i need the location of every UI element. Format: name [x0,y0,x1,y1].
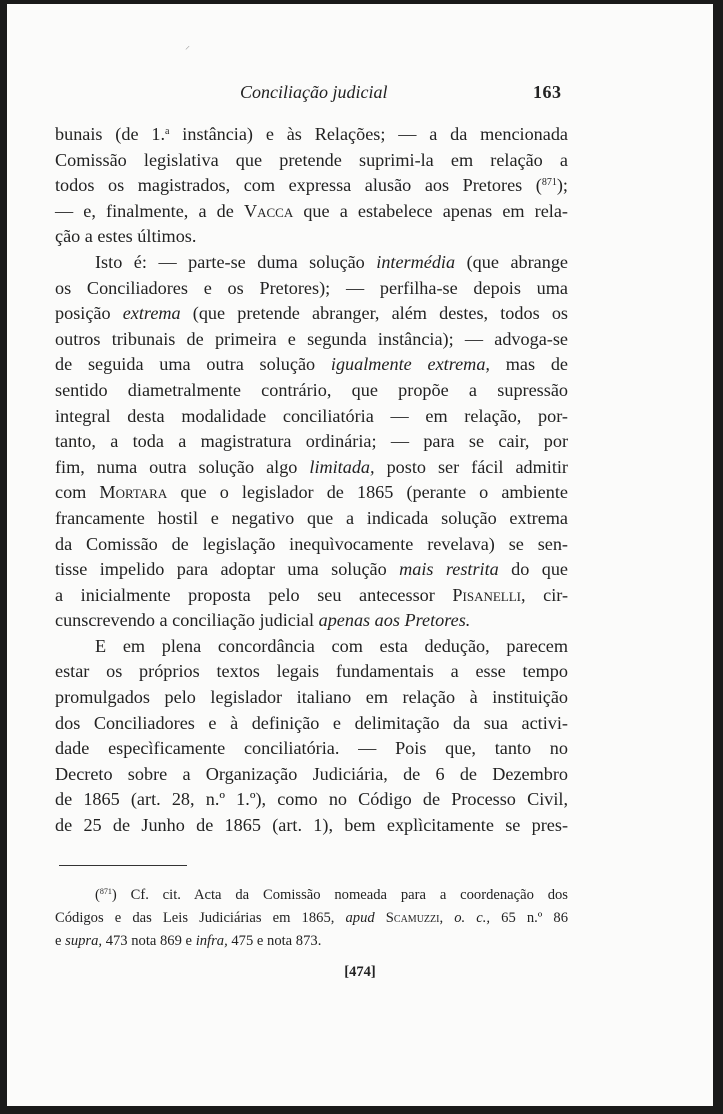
body-text [55,122,568,839]
footnote [55,884,568,953]
folio-number: [474] [344,964,376,980]
text-line: de 25 de Junho de 1865 (art. 1), bem explìcitamente se pres- [55,815,568,836]
footnote-ref: 871 [541,177,557,189]
text-line: com Mortara que o legislador de 1865 (perante o ambiente [55,482,568,503]
text-line: de seguida uma outra solução igualmente extrema, mas de [55,354,569,375]
text-line: a inicialmente proposta pelo seu antecessor Pisanelli, cir- [55,584,569,605]
footnote-line: Códigos e das Leis Judiciárias em 1865, apud Scamuzzi, o. c., 65 n.º 86 [55,910,569,926]
text-line: estar os próprios textos legais fundamentais a esse tempo [55,661,568,682]
text-line: — e, finalmente, a de Vacca que a estabelece apenas em rela- [55,200,568,221]
text-line: sentido diametralmente contrário, que propõe a supressão [55,379,568,400]
page-header [7,82,713,106]
text-line: todos os magistrados, com expressa alusão aos Pretores ($^{871}$); [55,175,568,196]
author-name: Vacca [243,200,294,221]
author-name: Mortara [99,482,168,503]
scan-mark: ⸍ [185,45,190,56]
text-line: promulgados pelo legislador italiano em relação à instituição [55,687,568,708]
footnote-divider [59,865,187,866]
footnote-line: ($^{871}$) Cf. cit. Acta da Comissão nomeada para a coordenação dos [95,887,568,903]
text-line: outros tribunais de primeira e segunda instância); — advoga-se [55,328,568,349]
document-page [7,4,713,1106]
text-line: tanto, a toda a magistratura ordinária; — para se cair, por [55,431,568,452]
author-name: Pisanelli [452,584,521,605]
text-line: da Comissão de legislação inequìvocamente revelava) se sen- [55,533,568,554]
footnote-line: e supra, 473 nota 869 e infra, 475 e nota 873. [55,933,322,949]
text-line: bunais (de 1.$^a$ instância) e às Relações; — a da mencionada [55,124,568,144]
text-line: posição extrema (que pretende abranger, além destes, todos os [55,303,568,324]
text-line: tisse impelido para adoptar uma solução mais restrita do que [55,559,568,580]
text-line: E em plena concordância com esta dedução, parecem [95,635,568,656]
text-line: Comissão legislativa que pretende suprimi-la em relação a [55,149,568,170]
text-line: os Conciliadores e os Pretores); — perfilha-se depois uma [55,277,568,298]
text-line: dade especìficamente conciliatória. — Pois que, tanto no [55,738,568,759]
text-line: Isto é: — parte-se duma solução intermédia (que abrange [95,251,568,272]
page-number: 163 [533,82,562,102]
text-line: integral desta modalidade conciliatória — em relação, por- [55,405,568,426]
text-line: de 1865 (art. 28, n.º 1.º), como no Código de Processo Civil, [55,789,568,810]
text-line: cunscrevendo a conciliação judicial apenas aos Pretores. [55,610,471,631]
text-line: fim, numa outra solução algo limitada, posto ser fácil admitir [55,456,568,477]
text-line: Decreto sobre a Organização Judiciária, de 6 de Dezembro [55,763,568,784]
text-line: francamente hostil e negativo que a indicada solução extrema [55,507,568,528]
footnote-marker: 871 [99,887,112,897]
running-title: Conciliação judicial [240,82,388,102]
text-line: ção a estes últimos. [55,226,197,247]
text-line: dos Conciliadores e à definição e delimitação da sua activi- [55,712,568,733]
